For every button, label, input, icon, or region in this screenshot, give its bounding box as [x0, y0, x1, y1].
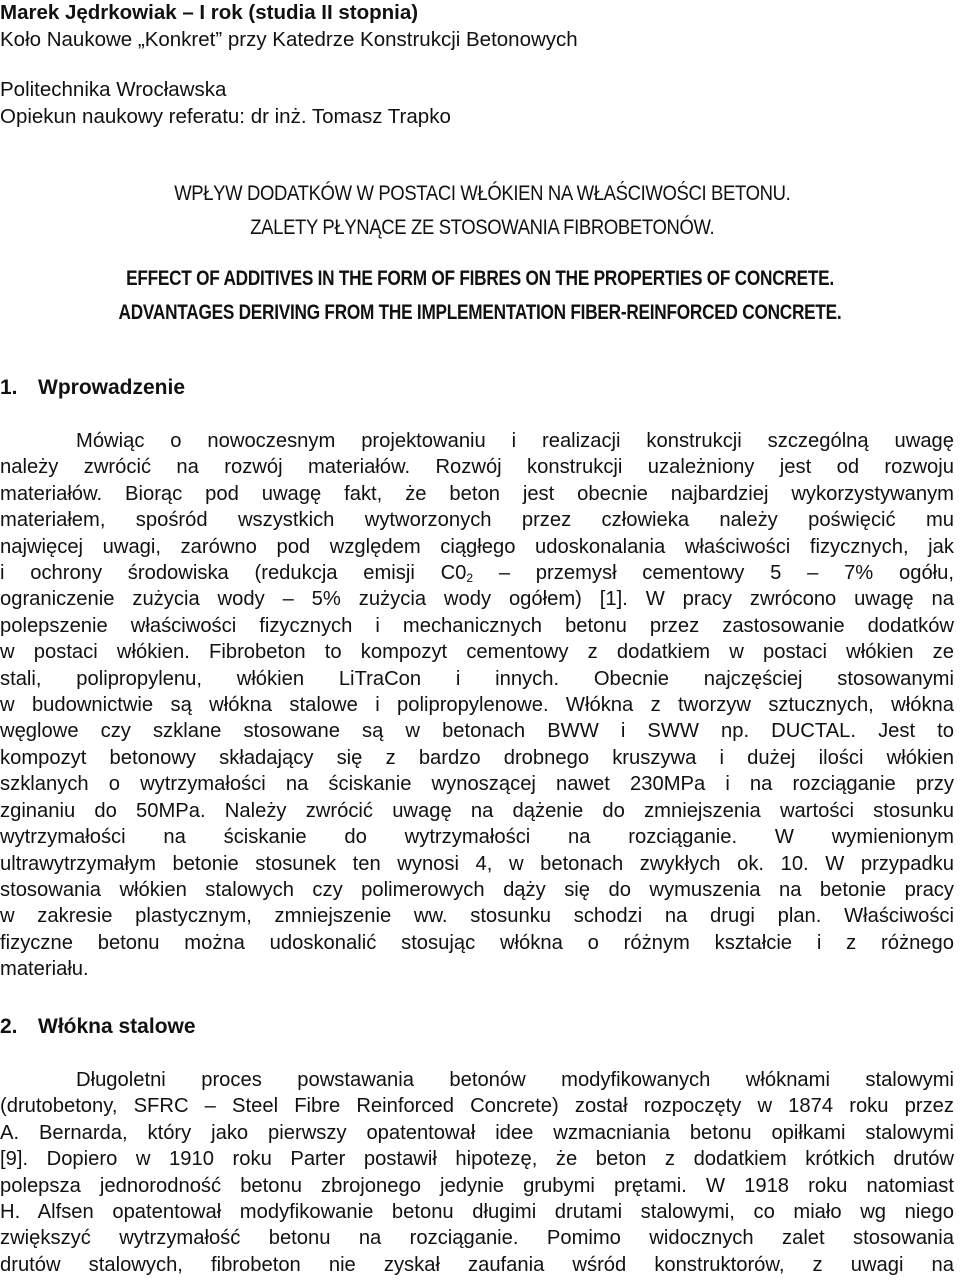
paragraph-line: stali, polipropylenu, włókien LiTraCon i innych. Obecnie najczęściej stosowanymi: [0, 667, 954, 690]
section-1-number: 1.: [0, 376, 18, 399]
paragraph-line: szklanych o wytrzymałości na ściskanie wynoszącej nawet 230MPa i na rozciąganie przy: [0, 773, 954, 796]
paragraph-line: stosowania włókien stalowych czy polimerowych dąży się do wymuszenia na betonie pracy: [0, 878, 954, 901]
paragraph-line: Długoletni proces powstawania betonów modyfikowanych włóknami stalowymi: [76, 1069, 954, 1091]
paragraph-line: Mówiąc o nowoczesnym projektowaniu i realizacji konstrukcji szczególną uwagę: [76, 430, 954, 452]
section-2-heading: [0, 1013, 196, 1041]
section-1-heading: [0, 374, 185, 402]
paragraph-line: materiału.: [0, 958, 89, 981]
supervisor-line: Opiekun naukowy referatu: dr inż. Tomasz Trapko: [0, 104, 451, 128]
title-english-line-2: ADVANTAGES DERIVING FROM THE IMPLEMENTATION FIBER-REINFORCED CONCRETE.: [118, 301, 842, 324]
header-gap: [0, 53, 700, 77]
paragraph-line: należy zwrócić na rozwój materiałów. Rozwój konstrukcji uzależniony jest od rozwoju: [0, 456, 954, 479]
paragraph-line: zwiększyć wytrzymałość betonu na rozciąganie. Pomimo widocznych zalet stosowania: [0, 1227, 954, 1250]
title-polish: [60, 177, 905, 245]
co2-subscript: 2: [466, 571, 474, 586]
section-2-paragraph: [0, 1067, 954, 1278]
paragraph-line: węglowe czy szklane stosowane są w betonach BWW i SWW np. DUCTAL. Jest to: [0, 720, 954, 743]
section-1-paragraph: [0, 428, 954, 983]
paragraph-line: materiałem, spośród wszystkich wytworzonych przez człowieka należy poświęcić mu: [0, 509, 954, 532]
paragraph-line: zginaniu do 50MPa. Należy zwrócić uwagę na dążenie do zmniejszenia wartości stosunku: [0, 799, 954, 822]
paragraph-line: w zakresie plastycznym, zmniejszenie ww. stosunku schodzi na drugi plan. Właściwości: [0, 905, 954, 928]
paragraph-line: drutów stalowych, fibrobeton nie zyskał zaufania wśród konstruktorów, z uwagi na: [0, 1253, 954, 1276]
title-english-line-1: EFFECT OF ADDITIVES IN THE FORM OF FIBRES ON THE PROPERTIES OF CONCRETE.: [126, 267, 834, 290]
paragraph-line: w budownictwie są włókna stalowe i polipropylenowe. Włókna z tworzyw sztucznych, włókna: [0, 694, 954, 717]
university-line: Politechnika Wrocławska: [0, 78, 227, 101]
paragraph-line: ultrawytrzymałym betonie stosunek ten wynosi 4, w betonach zwykłych ok. 10. W przypadku: [0, 852, 954, 875]
paragraph-line: A. Bernarda, który jako pierwszy opatentował idee wzmacniania betonu opiłkami stalowymi: [0, 1121, 954, 1144]
paragraph-line: fizyczne betonu można udoskonalić stosując włókna o różnym kształcie i z różnego: [0, 931, 954, 954]
paragraph-line: kompozyt betonowy składający się z bardzo drobnego kruszywa i dużej ilości włókien: [0, 746, 954, 769]
paragraph-line: w postaci włókien. Fibrobeton to kompozyt cementowy z dodatkiem w postaci włókien ze: [0, 641, 954, 664]
paragraph-line: H. Alfsen opatentował modyfikowanie betonu długimi drutami stalowymi, co miało wg niego: [0, 1201, 954, 1224]
paragraph-line: (drutobetony, SFRC – Steel Fibre Reinforced Concrete) został rozpoczęty w 1874 roku przez: [0, 1095, 954, 1118]
paragraph-line-part: i ochrony środowiska (redukcja emisji C0: [0, 562, 467, 585]
section-1-title: Wprowadzenie: [38, 376, 186, 399]
section-2-title: Włókna stalowe: [38, 1015, 196, 1038]
paragraph-line: ograniczenie zużycia wody – 5% zużycia wody ogółem) [1]. W pracy zwrócono uwagę na: [0, 588, 954, 611]
paragraph-line-with-subscript: [0, 560, 954, 586]
paragraph-line: polepsza jednorodność betonu zbrojonego jedynie grubymi prętami. W 1918 roku natomiast: [0, 1174, 954, 1197]
author-header: [0, 0, 700, 130]
paragraph-line: najwięcej uwagi, zarówno pod względem ciągłego udoskonalania właściwości fizycznych, jak: [0, 535, 954, 558]
paragraph-line: polepszenie właściwości fizycznych i mechanicznych betonu przez zastosowanie dodatków: [0, 614, 954, 637]
paragraph-line-part: – przemysł cementowy 5 – 7% ogółu,: [473, 562, 954, 585]
section-2-number: 2.: [0, 1015, 18, 1038]
paragraph-line: [9]. Dopiero w 1910 roku Parter postawił hipotezę, że beton z dodatkiem krótkich drutów: [0, 1148, 954, 1171]
paragraph-line: materiałów. Biorąc pod uwagę fakt, że beton jest obecnie najbardziej wykorzystywanym: [0, 482, 954, 505]
paragraph-line: wytrzymałości na ściskanie do wytrzymałości na rozciąganie. W wymienionym: [0, 826, 954, 849]
author-line: Marek Jędrkowiak – I rok (studia II stopnia): [0, 1, 419, 24]
circle-line: Koło Naukowe „Konkret” przy Katedrze Konstrukcji Betonowych: [0, 27, 578, 51]
title-english: [86, 262, 873, 330]
title-polish-line-1: WPŁYW DODATKÓW W POSTACI WŁÓKIEN NA WŁAŚCIWOŚCI BETONU.: [174, 182, 791, 205]
title-polish-line-2: ZALETY PŁYNĄCE ZE STOSOWANIA FIBROBETONÓW.: [250, 216, 715, 239]
